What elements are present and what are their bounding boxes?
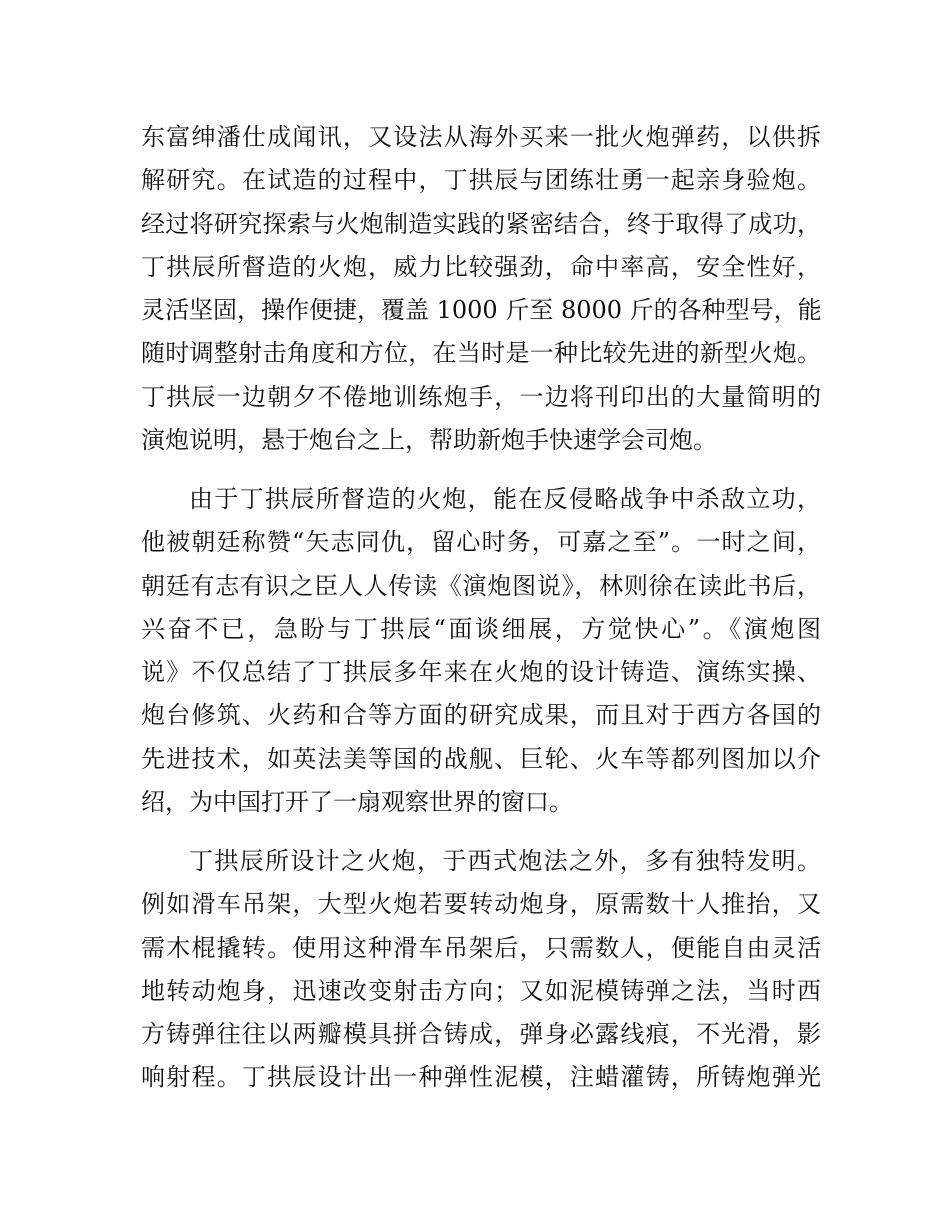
paragraph-3 [141,840,821,1100]
paragraph-line: 解研究。在试造的过程中，丁拱辰与团练壮勇一起亲身验炮。 [141,166,821,195]
paragraph-1 [141,116,821,462]
paragraph-line: 炮台修筑、火药和合等方面的研究成果，而且对于西方各国的 [141,701,821,730]
paragraph-line: 需木棍撬转。使用这种滑车吊架后，只需数人，便能自由灵活 [141,933,821,962]
paragraph-line: 丁拱辰所设计之火炮，于西式炮法之外，多有独特发明。 [189,847,821,875]
paragraph-line: 绍，为中国打开了一扇观察世界的窗口。 [141,788,573,817]
paragraph-line: 响射程。丁拱辰设计出一种弹性泥模，注蜡灌铸，所铸炮弹光 [141,1063,821,1092]
paragraph-line: 经过将研究探索与火炮制造实践的紧密结合，终于取得了成功， [141,209,821,238]
paragraph-line: 演炮说明，悬于炮台之上，帮助新炮手快速学会司炮。 [141,426,717,455]
paragraph-line: 例如滑车吊架，大型火炮若要转动炮身，原需数十人推抬，又 [141,890,821,919]
paragraph-line: 东富绅潘仕成闻讯，又设法从海外买来一批火炮弹药，以供拆 [141,123,821,151]
paragraph-line: 朝廷有志有识之臣人人传读《演炮图说》，林则徐在读此书后， [141,571,821,600]
paragraph-line: 丁拱辰所督造的火炮，威力比较强劲，命中率高，安全性好， [141,252,821,281]
paragraph-line: 兴奋不已，急盼与丁拱辰“面谈细展，方觉快心”。《演炮图 [141,614,821,643]
paragraph-line: 随时调整射击角度和方位，在当时是一种比较先进的新型火炮。 [141,339,821,368]
paragraph-line: 由于丁拱辰所督造的火炮，能在反侵略战争中杀敌立功， [189,485,821,513]
paragraph-line: 说》不仅总结了丁拱辰多年来在火炮的设计铸造、演练实操、 [141,658,821,687]
paragraph-line: 他被朝廷称赞“矢志同仇，留心时务，可嘉之至”。一时之间， [141,528,821,557]
paragraph-line: 地转动炮身，迅速改变射击方向；又如泥模铸弹之法，当时西 [141,976,821,1005]
paragraph-line: 先进技术，如英法美等国的战舰、巨轮、火车等都列图加以介 [141,744,821,773]
paragraph-line: 方铸弹往往以两瓣模具拼合铸成，弹身必露线痕，不光滑，影 [141,1020,821,1049]
paragraph-line: 丁拱辰一边朝夕不倦地训练炮手，一边将刊印出的大量简明的 [141,382,821,411]
paragraph-2 [141,478,821,824]
paragraph-line: 灵活坚固，操作便捷，覆盖 1000 斤至 8000 斤的各种型号，能 [141,296,822,325]
